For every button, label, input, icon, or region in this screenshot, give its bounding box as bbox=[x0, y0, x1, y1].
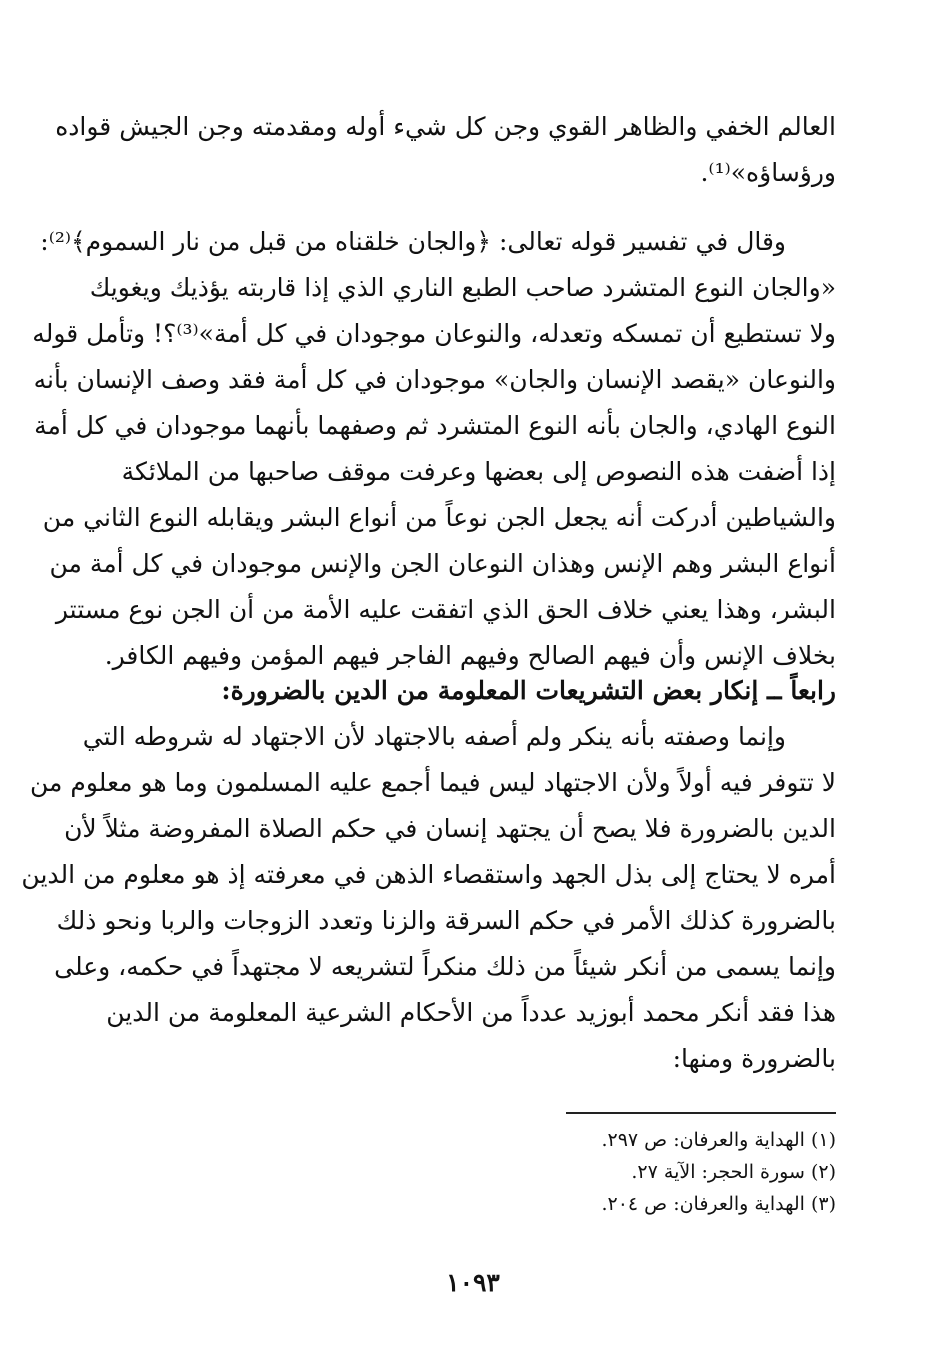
footnote: (٣) الهداية والعرفان: ص ٢٠٤. bbox=[601, 1193, 836, 1215]
section-heading-block bbox=[130, 668, 836, 714]
footnote-separator bbox=[566, 1112, 836, 1114]
paragraph-line: ورؤساؤه»⁽¹⁾. bbox=[700, 158, 836, 187]
footnote: (١) الهداية والعرفان: ص ٢٩٧. bbox=[601, 1129, 836, 1151]
paragraph-3 bbox=[21, 714, 836, 1082]
page-number: ١٠٩٣ bbox=[446, 1268, 500, 1297]
paragraph-line: بالضرورة كذلك الأمر في حكم السرقة والزنا وتعدد الزوجات والربا ونحو ذلك bbox=[56, 906, 836, 935]
footnote: (٢) سورة الحجر: الآية ٢٧. bbox=[631, 1161, 836, 1183]
paragraph-line: «والجان النوع المتشرد صاحب الطبع الناري الذي إذا قاربته يؤذيك ويغويك bbox=[89, 273, 836, 302]
section-heading: رابعاً ــ إنكار بعض التشريعات المعلومة من الدين بالضرورة: bbox=[221, 676, 836, 705]
paragraph-line: البشر، وهذا يعني خلاف الحق الذي اتفقت عليه الأمة من أن الجن نوع مستتر bbox=[55, 595, 836, 624]
paragraph-line: الدين بالضرورة فلا يصح أن يجتهد إنسان في حكم الصلاة المفروضة مثلاً لأن bbox=[64, 814, 836, 843]
paragraph-line: أمره لا يحتاج إلى بذل الجهد واستقصاء الذهن في معرفته إذ هو معلوم من الدين bbox=[21, 860, 836, 889]
paragraph-line: هذا فقد أنكر محمد أبوزيد عدداً من الأحكام الشرعية المعلومة من الدين bbox=[106, 998, 836, 1027]
paragraph-line: النوع الهادي، والجان بأنه النوع المتشرد ثم وصفهما بأنهما موجودان في كل أمة bbox=[34, 411, 836, 440]
paragraph-line: ولا تستطيع أن تمسكه وتعدله، والنوعان موجودان في كل أمة»⁽³⁾؟! وتأمل قوله bbox=[32, 319, 836, 348]
paragraph-line: أنواع البشر وهم الإنس وهذان النوعان الجن والإنس موجودان في كل أمة من bbox=[49, 549, 836, 578]
paragraph-line: بالضرورة ومنها: bbox=[672, 1044, 836, 1073]
paragraph-line: لا تتوفر فيه أولاً ولأن الاجتهاد ليس فيما أجمع عليه المسلمون وما هو معلوم من bbox=[30, 768, 836, 797]
footnotes bbox=[500, 1124, 836, 1220]
paragraph-line: بخلاف الإنس وأن فيهم الصالح وفيهم الفاجر فيهم المؤمن وفيهم الكافر. bbox=[104, 641, 836, 670]
paragraph-line: والنوعان «يقصد الإنسان والجان» موجودان في كل أمة فقد وصف الإنسان بأنه bbox=[33, 365, 836, 394]
paragraph-line: وقال في تفسير قوله تعالى: ﴿والجان خلقناه من قبل من نار السموم﴾⁽²⁾: bbox=[40, 227, 786, 256]
paragraph-line: وإنما وصفته بأنه ينكر ولم أصفه بالاجتهاد لأن الاجتهاد له شروطه التي bbox=[82, 722, 786, 751]
paragraph-1 bbox=[55, 104, 836, 196]
paragraph-line: وإنما يسمى من أنكر شيئاً من ذلك منكراً لتشريعه لا مجتهداً في حكمه، وعلى bbox=[54, 952, 836, 981]
paragraph-line: العالم الخفي والظاهر القوي وجن كل شيء أوله ومقدمته وجن الجيش قواده bbox=[55, 112, 836, 141]
paragraph-2 bbox=[32, 219, 836, 679]
paragraph-line: والشياطين أدركت أنه يجعل الجن نوعاً من أنواع البشر ويقابله النوع الثاني من bbox=[42, 503, 836, 532]
paragraph-line: إذا أضفت هذه النصوص إلى بعضها وعرفت موقف صاحبها من الملائكة bbox=[121, 457, 836, 486]
